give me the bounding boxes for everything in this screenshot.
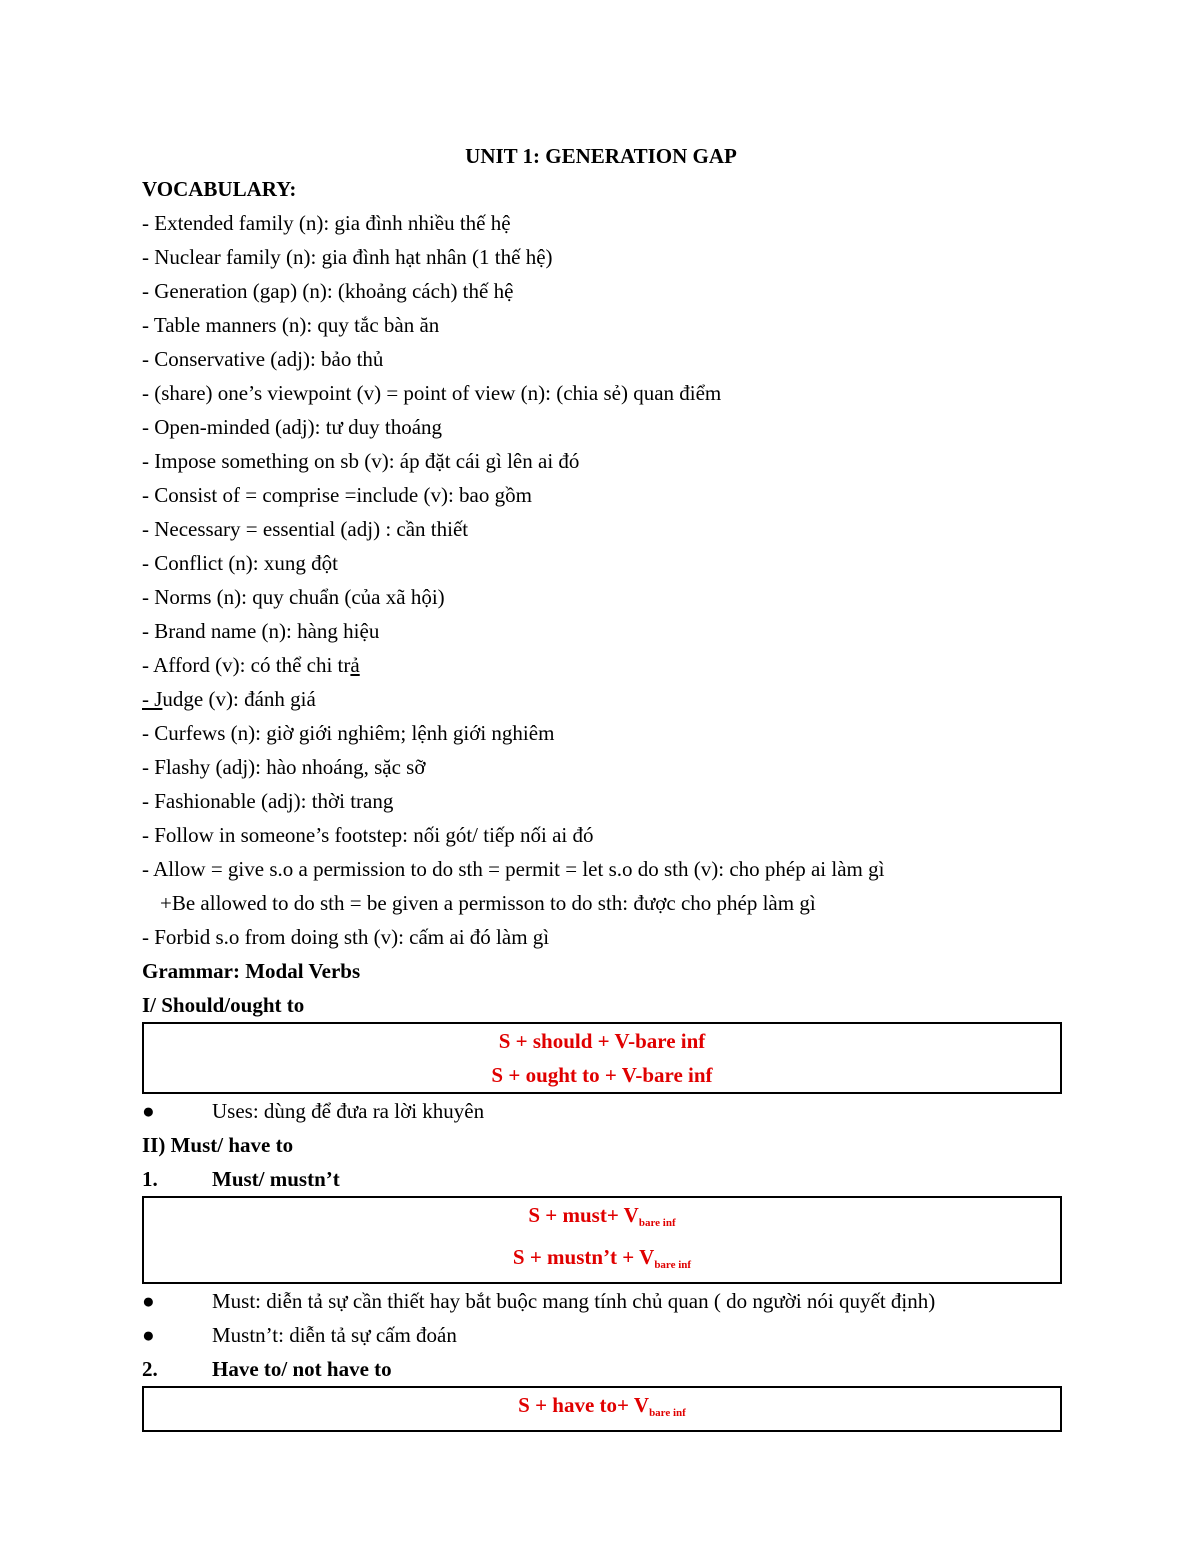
vocab-item: - Fashionable (adj): thời trang [142, 789, 394, 813]
vocab-item: - (share) one’s viewpoint (v) = point of view (n): (chia sẻ) quan điểm [142, 381, 722, 405]
formula-main: S + mustn’t + V [512, 1245, 655, 1269]
formula-subscript: bare inf [649, 1407, 686, 1419]
formula-main: S + have to+ V [518, 1393, 650, 1417]
vocab-item: - Consist of = comprise =include (v): bao gồm [142, 483, 532, 507]
grammar-heading: Grammar: Modal Verbs [142, 959, 361, 983]
formula-line [144, 1388, 1060, 1430]
vocab-item: - Impose something on sb (v): áp đặt cái gì lên ai đó [142, 449, 580, 473]
bullet-icon: ● [142, 1323, 155, 1347]
formula-line [144, 1198, 1060, 1240]
bullet-item [142, 1318, 1060, 1352]
formula-box-have-to [142, 1386, 1062, 1432]
bullet-icon: ● [142, 1099, 155, 1123]
vocab-item: - Allow = give s.o a permission to do sth = permit = let s.o do sth (v): cho phép ai làm gì [142, 857, 885, 881]
vocab-item: - Follow in someone’s footstep: nối gót/ tiếp nối ai đó [142, 823, 594, 847]
vocab-item: - Brand name (n): hàng hiệu [142, 619, 380, 643]
vocab-item: - Flashy (adj): hào nhoáng, sặc sỡ [142, 755, 426, 779]
bullet-text: Uses: dùng để đưa ra lời khuyên [212, 1099, 485, 1123]
formula-subscript: bare inf [654, 1259, 692, 1271]
vocab-item: - Necessary = essential (adj) : cần thiết [142, 517, 469, 541]
bullet-item [142, 1094, 1060, 1128]
bullet-item [142, 1284, 1060, 1318]
document-page [142, 140, 1060, 1432]
vocab-item-afford [142, 648, 1060, 682]
vocab-item-text: udge (v): đánh giá [162, 687, 316, 711]
underlined-text: - J [142, 687, 163, 711]
vocab-item: - Generation (gap) (n): (khoảng cách) thế hệ [142, 279, 514, 303]
vocab-item: - Open-minded (adj): tư duy thoáng [142, 415, 443, 439]
subsection-label: Must/ mustn’t [212, 1167, 340, 1191]
formula-box-should [142, 1022, 1062, 1094]
subsection-number: 1. [142, 1167, 158, 1191]
section-heading-should: I/ Should/ought to [142, 993, 305, 1017]
formula-line [144, 1240, 1060, 1282]
underlined-text: ả [350, 653, 360, 677]
section-heading-must: II) Must/ have to [142, 1133, 294, 1157]
vocabulary-list [142, 206, 1060, 954]
vocab-item-text: - Afford (v): có thể chi tr [142, 653, 351, 677]
vocab-item: - Curfews (n): giờ giới nghiêm; lệnh giới nghiêm [142, 721, 555, 745]
vocabulary-heading: VOCABULARY: [142, 177, 297, 201]
subsection-heading-have-to [142, 1352, 1060, 1386]
formula-main: S + must+ V [528, 1203, 639, 1227]
vocab-item: - Conflict (n): xung đột [142, 551, 338, 575]
bullet-text: Must: diễn tả sự cần thiết hay bắt buộc mang tính chủ quan ( do người nói quyết định) [212, 1289, 936, 1313]
vocab-item: - Nuclear family (n): gia đình hạt nhân (1 thế hệ) [142, 245, 553, 269]
vocab-item: - Conservative (adj): bảo thủ [142, 347, 384, 371]
formula-subscript: bare inf [638, 1217, 676, 1229]
vocab-item-judge [142, 682, 1060, 716]
vocab-item: - Forbid s.o from doing sth (v): cấm ai đó làm gì [142, 925, 550, 949]
formula-box-must [142, 1196, 1062, 1284]
vocab-item: +Be allowed to do sth = be given a permisson to do sth: được cho phép làm gì [160, 891, 816, 915]
bullet-text: Mustn’t: diễn tả sự cấm đoán [212, 1323, 457, 1347]
vocab-item: - Extended family (n): gia đình nhiều thế hệ [142, 211, 511, 235]
subsection-number: 2. [142, 1357, 158, 1381]
subsection-label: Have to/ not have to [212, 1357, 392, 1381]
bullet-icon: ● [142, 1289, 155, 1313]
formula-line: S + should + V-bare inf [498, 1029, 706, 1053]
subsection-heading-must [142, 1162, 1060, 1196]
vocab-item: - Table manners (n): quy tắc bàn ăn [142, 313, 440, 337]
vocab-item: - Norms (n): quy chuẩn (của xã hội) [142, 585, 445, 609]
formula-line: S + ought to + V-bare inf [491, 1063, 713, 1087]
page-title: UNIT 1: GENERATION GAP [465, 144, 737, 168]
